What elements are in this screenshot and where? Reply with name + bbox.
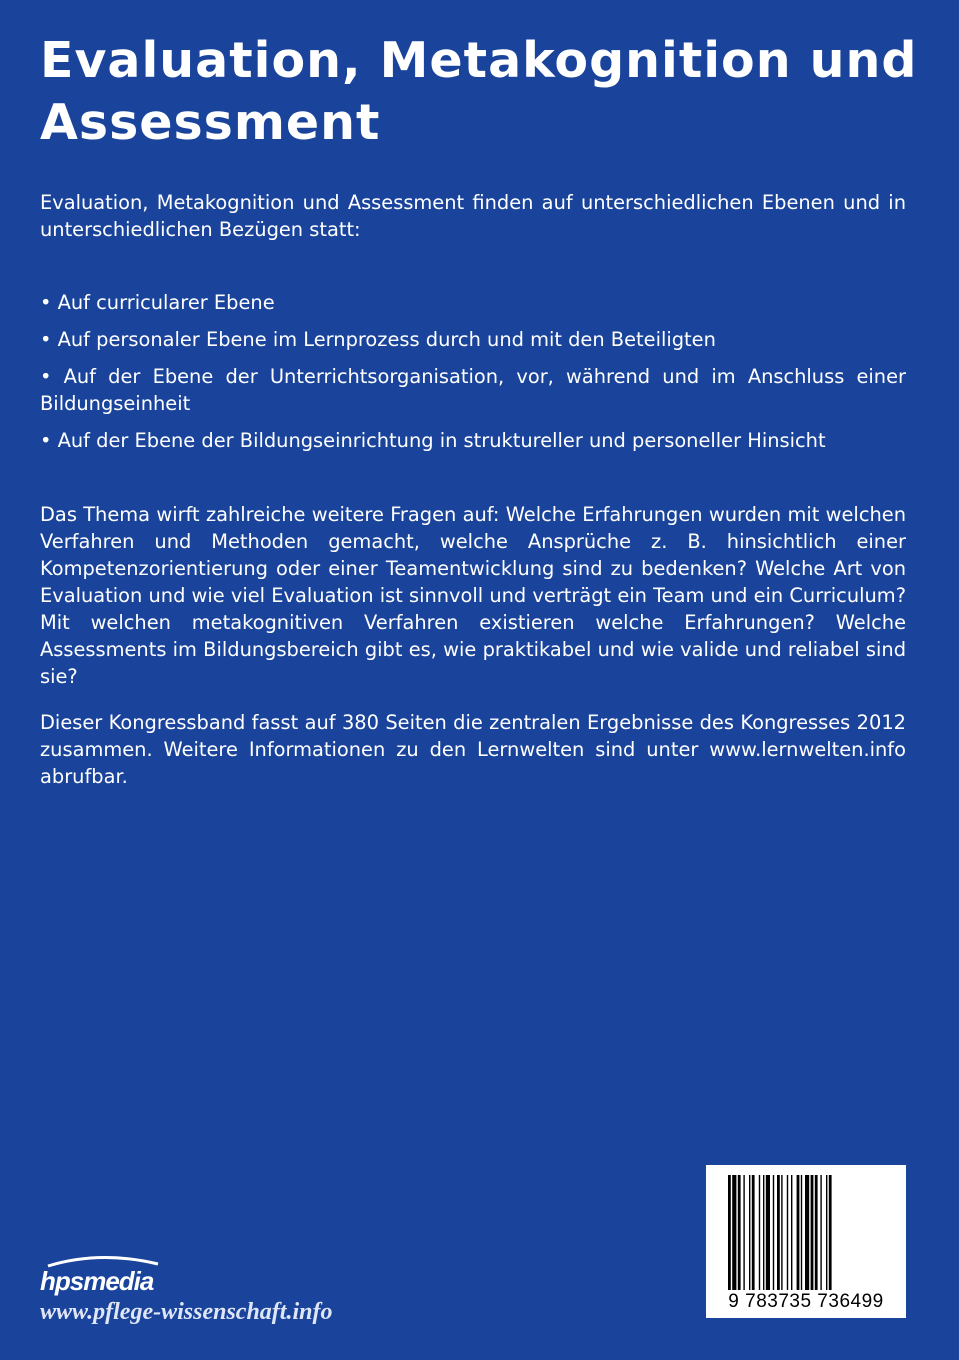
- summary-paragraph: Dieser Kongressband fasst auf 380 Seiten die zentralen Ergebnisse des Kongresses 2012 zusammen. Weitere Informationen zu den Lernwelten sind unter www.lernwelten.info abrufbar.: [40, 711, 906, 788]
- bullet-item: • Auf der Ebene der Bildungseinrichtung in struktureller und personeller Hinsicht: [40, 429, 826, 452]
- barcode: [706, 1165, 906, 1318]
- questions-paragraph: Das Thema wirft zahlreiche weitere Fragen auf: Welche Erfahrungen wurden mit welchen Verfahren und Methoden gemacht, welche Ansprüche z. B. hinsichtlich einer Kompetenzorientierung oder einer Teamentwicklung sind zu bedenken? Welche Art von Evaluation und wie viel Evaluation ist sinnvoll und verträgt ein Team und ein Curriculum? Mit welchen metakognitiven Verfahren existieren welche Erfahrungen? Welche Assessments im Bildungsbereich gibt es, wie praktikabel und wie valide und reliabel sind sie?: [40, 503, 906, 688]
- bullet-item: • Auf der Ebene der Unterrichtsorganisation, vor, während und im Anschluss einer Bildungseinheit: [40, 365, 906, 415]
- bullet-list: [40, 289, 906, 464]
- barcode-number: 9 783735 736499: [728, 1291, 884, 1312]
- book-title: Evaluation, Metakognition und Assessment: [40, 32, 918, 151]
- intro-paragraph: Evaluation, Metakognition und Assessment finden auf unterschiedlichen Ebenen und in unterschiedlichen Bezügen statt:: [40, 191, 906, 241]
- publisher-logo-text: hpsmedia: [40, 1266, 154, 1296]
- bullet-item: • Auf personaler Ebene im Lernprozess durch und mit den Beteiligten: [40, 328, 716, 351]
- publisher-website[interactable]: www.pflege-wissenschaft.info: [40, 1299, 333, 1325]
- bullet-item: • Auf curricularer Ebene: [40, 291, 275, 314]
